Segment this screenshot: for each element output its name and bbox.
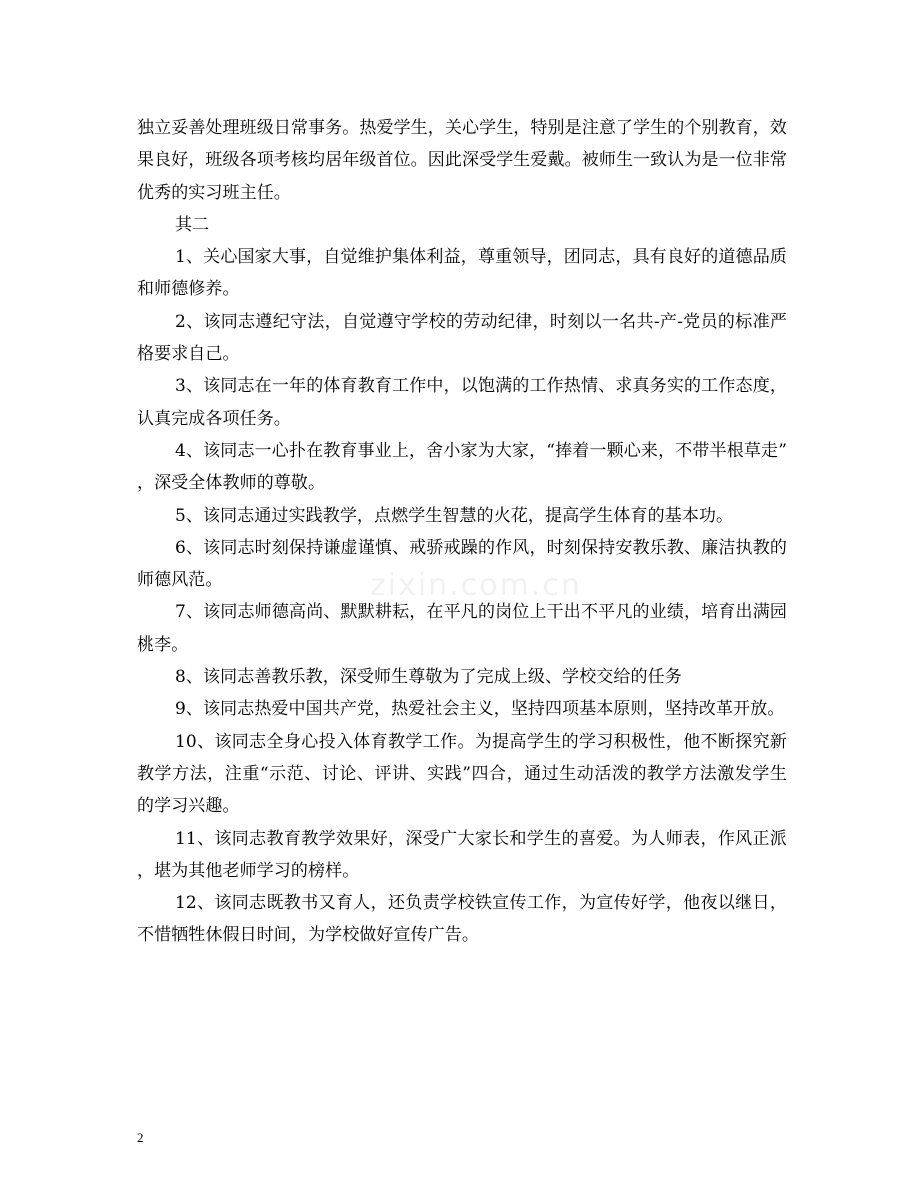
- list-item-3: 3、该同志在一年的体育教育工作中，以饱满的工作热情、求真务实的工作态度，认真完成各项任务。: [137, 376, 787, 429]
- list-item-6: 6、该同志时刻保持谦虚谨慎、戒骄戒躁的作风，时刻保持安教乐教、廉洁执教的师德风范。: [137, 537, 787, 591]
- list-item-5: 5、该同志通过实践教学，点燃学生智慧的火花，提高学生体育的基本功。: [175, 505, 734, 526]
- section-heading-qi-er: 其二: [175, 214, 210, 235]
- list-item-9: 9、该同志热爱中国共产党，热爱社会主义，坚持四项基本原则，坚持改革开放。: [175, 699, 785, 720]
- list-item-2: 2、该同志遵纪守法，自觉遵守学校的劳动纪律，时刻以一名共-产-党员的标准严格要求自己。: [137, 311, 787, 365]
- list-item-11: 11、该同志教育教学效果好，深受广大家长和学生的喜爱。为人师表，作风正派，堪为其他老师学习的榜样。: [137, 828, 787, 881]
- page-number: 2: [137, 1130, 144, 1145]
- list-item-4: 4、该同志一心扑在教育事业上，舍小家为大家，“捧着一颗心来，不带半根草走”，深受全体教师的尊敬。: [137, 440, 787, 494]
- paragraph-intro-continuation: 独立妥善处理班级日常事务。热爱学生，关心学生，特别是注意了学生的个别教育，效果良好，班级各项考核均居年级首位。因此深受学生爱戴。被师生一致认为是一位非常优秀的实习班主任。: [137, 118, 787, 203]
- list-item-10: 10、该同志全身心投入体育教学工作。为提高学生的学习积极性，他不断探究新教学方法，注重“示范、讨论、评讲、实践”四合，通过生动活泼的教学方法激发学生的学习兴趣。: [137, 731, 787, 817]
- list-item-1: 1、关心国家大事，自觉维护集体利益，尊重领导，团同志，具有良好的道德品质和师德修养。: [137, 247, 787, 300]
- list-item-12: 12、该同志既教书又育人，还负责学校铁宣传工作，为宣传好学，他夜以继日，不惜牺牲休假日时间，为学校做好宣传广告。: [137, 893, 787, 946]
- watermark: zixin.com.cn: [370, 568, 582, 603]
- document-body: [137, 112, 787, 952]
- list-item-8: 8、该同志善教乐教，深受师生尊敬为了完成上级、学校交给的任务: [175, 667, 682, 688]
- list-item-7: 7、该同志师德高尚、默默耕耘，在平凡的岗位上干出不平凡的业绩，培育出满园桃李。: [137, 602, 787, 655]
